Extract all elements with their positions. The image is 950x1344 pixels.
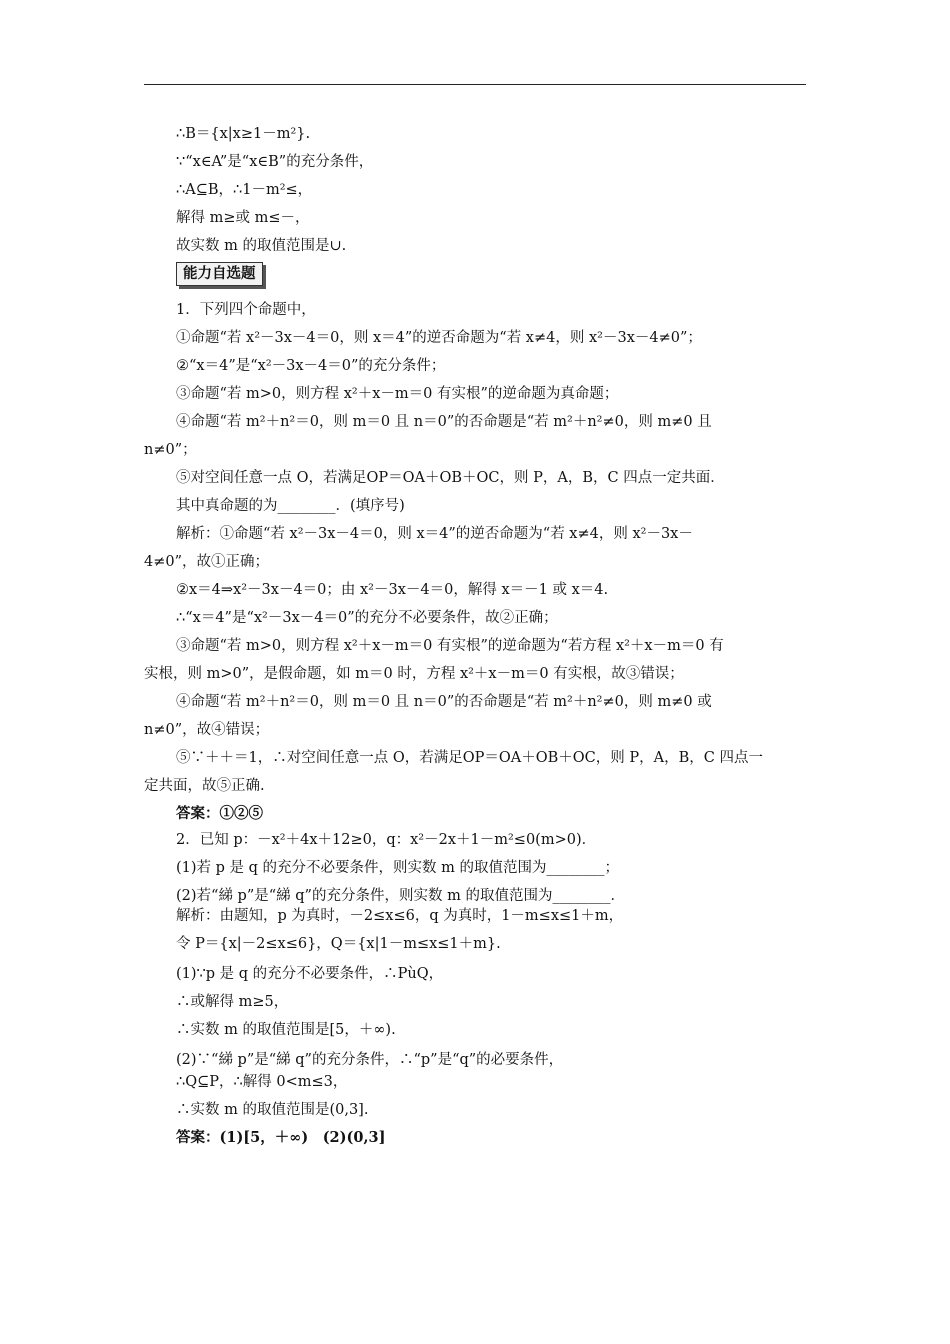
text-line: 故实数 m 的取值范围是∪. bbox=[176, 238, 347, 254]
solution-line: 解析：①命题“若 x²－3x－4＝0，则 x＝4”的逆否命题为“若 x≠4，则 x²－3x－ bbox=[176, 526, 693, 542]
solution-line: ⑤∵＋＋＝1，∴对空间任意一点 O，若满足OP＝OA＋OB＋OC，则 P，A，B，C 四点一 bbox=[176, 750, 763, 766]
solution-line: ∴或解得 m≥5， bbox=[176, 994, 289, 1010]
solution-line: 实根，则 m>0”，是假命题，如 m＝0 时，方程 x²＋x－m＝0 有实根，故③错误； bbox=[144, 666, 684, 682]
solution-line: ④命题“若 m²＋n²＝0，则 m＝0 且 n＝0”的否命题是“若 m²＋n²≠0，则 m≠0 或 bbox=[176, 694, 712, 710]
text-line: ④命题“若 m²＋n²＝0，则 m＝0 且 n＝0”的否命题是“若 m²＋n²≠0，则 m≠0 且 bbox=[176, 414, 712, 430]
solution-line: 4≠0”，故①正确； bbox=[144, 554, 270, 570]
text-line: ①命题“若 x²－3x－4＝0，则 x＝4”的逆否命题为“若 x≠4，则 x²－3x－4≠0”； bbox=[176, 330, 702, 346]
text-line: n≠0”； bbox=[144, 442, 197, 458]
solution-line: (1)∵p 是 q 的充分不必要条件，∴PùQ， bbox=[176, 966, 444, 982]
header-rule bbox=[144, 84, 806, 85]
text-line: ∵“x∈A”是“x∈B”的充分条件， bbox=[176, 154, 374, 170]
solution-line: (2)∵“綈 p”是“綈 q”的充分条件，∴“p”是“q”的必要条件， bbox=[176, 1052, 564, 1068]
answer-line: 答案：①②⑤ bbox=[176, 805, 263, 822]
text-line: ③命题“若 m>0，则方程 x²＋x－m＝0 有实根”的逆命题为真命题； bbox=[176, 386, 619, 402]
solution-line: ③命题“若 m>0，则方程 x²＋x－m＝0 有实根”的逆命题为“若方程 x²＋x－m＝0 有 bbox=[176, 638, 724, 654]
answer-line: 答案：(1)[5，＋∞) (2)(0,3] bbox=[176, 1129, 386, 1146]
solution-line: ∴实数 m 的取值范围是[5，＋∞). bbox=[176, 1022, 396, 1038]
solution-line: ∴“x＝4”是“x²－3x－4＝0”的充分不必要条件，故②正确； bbox=[176, 610, 558, 626]
question-1-stem: 1．下列四个命题中， bbox=[176, 302, 316, 318]
text-line: ∴A⊆B，∴1－m²≤， bbox=[176, 182, 313, 198]
solution-line: n≠0”，故④错误； bbox=[144, 722, 270, 738]
solution-line: ∴Q⊆P，∴解得 0<m≤3， bbox=[176, 1074, 348, 1090]
text-line: ∴B＝{x|x≥1－m²}. bbox=[176, 126, 311, 142]
text-line: (1)若 p 是 q 的充分不必要条件，则实数 m 的取值范围为________； bbox=[176, 860, 620, 876]
text-line: 解得 m≥或 m≤－， bbox=[176, 210, 310, 226]
solution-line: 解析：由题知，p 为真时，－2≤x≤6，q 为真时，1－m≤x≤1＋m， bbox=[176, 908, 624, 924]
text-line: (2)若“綈 p”是“綈 q”的充分条件，则实数 m 的取值范围为________． bbox=[176, 888, 625, 904]
solution-line: ②x＝4⇒x²－3x－4＝0；由 x²－3x－4＝0，解得 x＝－1 或 x＝4. bbox=[176, 582, 609, 598]
solution-line: 定共面，故⑤正确. bbox=[144, 778, 265, 794]
text-line: ⑤对空间任意一点 O，若满足OP＝OA＋OB＋OC，则 P，A，B，C 四点一定共面． bbox=[176, 470, 725, 486]
solution-line: 令 P＝{x|－2≤x≤6}，Q＝{x|1－m≤x≤1＋m}. bbox=[176, 936, 501, 952]
question-2-stem: 2．已知 p：－x²＋4x＋12≥0，q：x²－2x＋1－m²≤0(m>0)． bbox=[176, 832, 597, 848]
solution-line: ∴实数 m 的取值范围是(0,3]. bbox=[176, 1102, 369, 1118]
text-line: ②“x＝4”是“x²－3x－4＝0”的充分条件； bbox=[176, 358, 446, 374]
text-line: 其中真命题的为________．(填序号) bbox=[176, 498, 405, 514]
section-tag: 能力自选题 bbox=[176, 262, 263, 286]
